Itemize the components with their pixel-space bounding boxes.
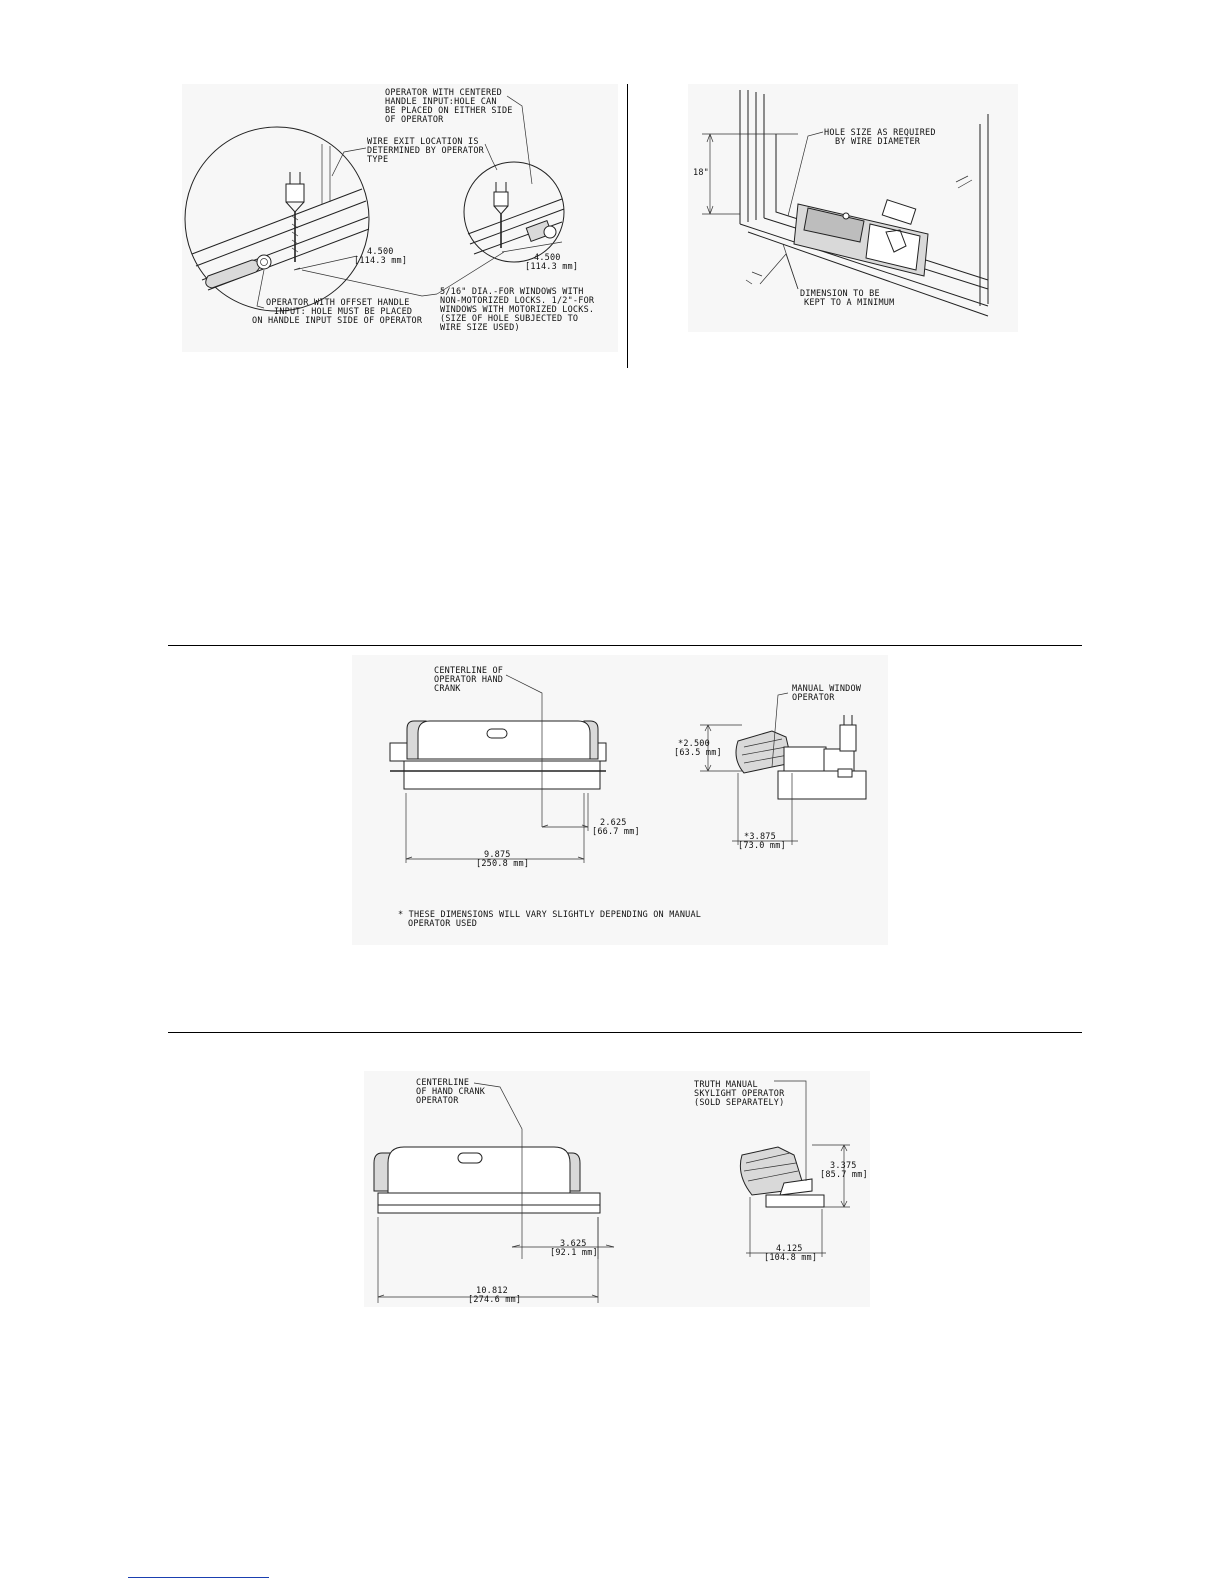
dimension-label: 4.500 [114.3 mm] — [525, 253, 579, 272]
window-wire-hole-diagram — [688, 84, 1018, 332]
footnote-separator — [128, 1577, 269, 1578]
centerline-label: CENTERLINE OF HAND CRANK OPERATOR — [416, 1078, 486, 1106]
skylight-operator-dimensions — [364, 1071, 870, 1307]
section-divider — [168, 1032, 1082, 1033]
manual-window-operator-dimensions — [352, 655, 888, 945]
dimension-label: 18" — [693, 168, 709, 178]
note-hole-size: HOLE SIZE AS REQUIRED BY WIRE DIAMETER — [824, 128, 936, 147]
footnote: * THESE DIMENSIONS WILL VARY SLIGHTLY DEPENDING ON MANUAL OPERATOR USED — [398, 910, 702, 929]
operator-front-view — [374, 1147, 600, 1213]
dimension-label: 10.812 [274.6 mm] — [468, 1286, 522, 1305]
operator-front-view — [390, 721, 606, 789]
centerline-label: CENTERLINE OF OPERATOR HAND CRANK — [434, 666, 504, 694]
note-wire-exit: WIRE EXIT LOCATION IS DETERMINED BY OPERATOR TYPE — [367, 137, 484, 165]
dimension-label: 2.625 [66.7 mm] — [592, 818, 640, 837]
dimension-label: *3.875 [73.0 mm] — [738, 832, 786, 851]
dimension-label: 4.500 [114.3 mm] — [354, 247, 408, 266]
note-centered-handle: OPERATOR WITH CENTERED HANDLE INPUT:HOLE CAN BE PLACED ON EITHER SIDE OF OPERATOR — [385, 88, 513, 125]
wire-exit-diagram — [182, 84, 618, 352]
dimension-label: 4.125 [104.8 mm] — [764, 1244, 818, 1263]
note-dimension-minimum: DIMENSION TO BE KEPT TO A MINIMUM — [800, 289, 895, 308]
dimension-label: 9.875 [250.8 mm] — [476, 850, 530, 869]
section-divider — [168, 645, 1082, 646]
dimension-label: 3.375 [85.7 mm] — [820, 1161, 868, 1180]
note-hole-diameter: 5/16" DIA.-FOR WINDOWS WITH NON-MOTORIZED LOCKS. 1/2"-FOR WINDOWS WITH MOTORIZED LOCKS. (SIZE OF HOLE SUBJECTED TO WIRE SIZE USED) — [440, 287, 595, 333]
truth-operator-label: TRUTH MANUAL SKYLIGHT OPERATOR (SOLD SEPARATELY) — [694, 1080, 785, 1108]
manual-operator-label: MANUAL WINDOW OPERATOR — [792, 684, 862, 703]
figure-divider — [627, 84, 628, 368]
dimension-label: 3.625 [92.1 mm] — [550, 1239, 598, 1258]
dimension-label: *2.500 [63.5 mm] — [674, 739, 722, 758]
note-offset-handle: OPERATOR WITH OFFSET HANDLE INPUT: HOLE MUST BE PLACED ON HANDLE INPUT SIDE OF OPERATOR — [252, 298, 423, 326]
